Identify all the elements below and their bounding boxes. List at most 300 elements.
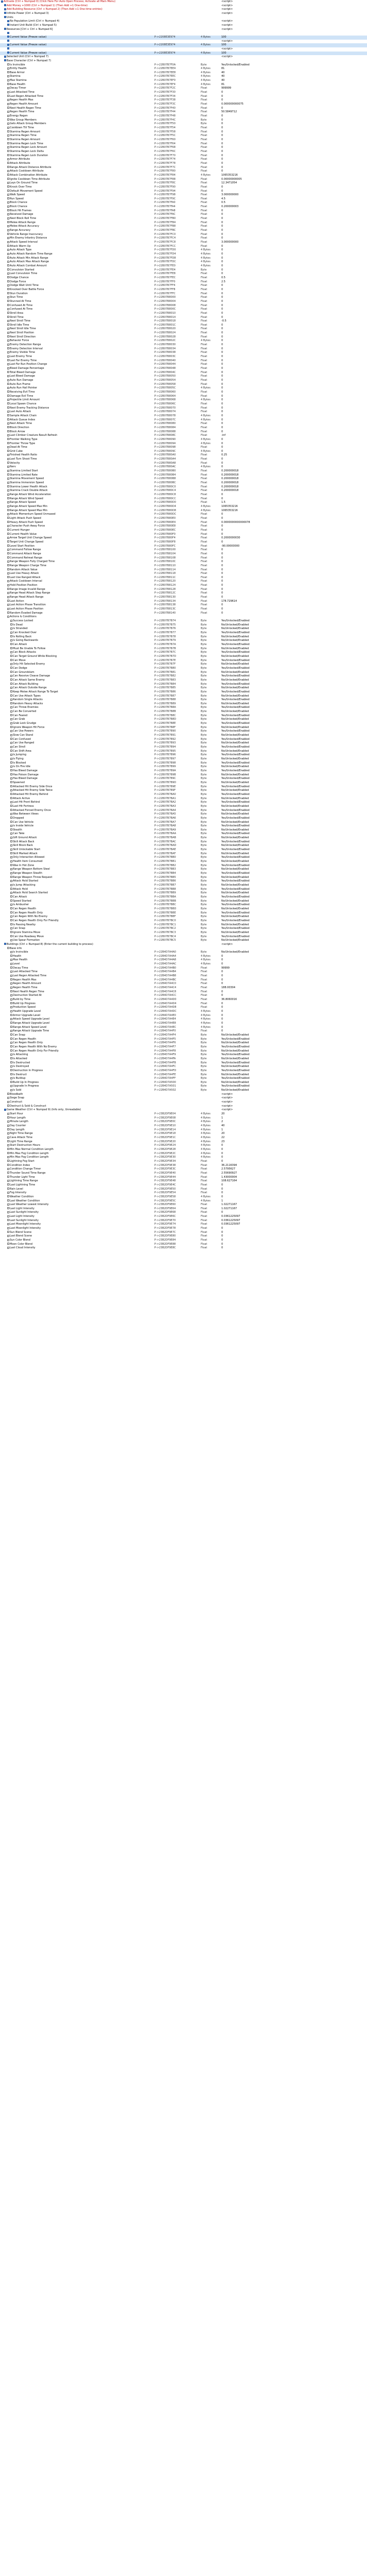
active-checkbox[interactable] (7, 134, 9, 137)
table-row[interactable] (0, 469, 367, 473)
row-value[interactable]: No/Unlocked/Enabled (221, 765, 249, 769)
table-row[interactable] (0, 994, 367, 998)
active-checkbox[interactable] (7, 123, 9, 125)
table-row[interactable] (0, 864, 367, 868)
row-value[interactable]: Yes/Unlocked/Enabled (221, 808, 250, 812)
table-row[interactable] (0, 840, 367, 844)
active-checkbox[interactable] (10, 635, 12, 637)
row-value[interactable]: Yes/Unlocked/Enabled (221, 63, 250, 66)
active-checkbox[interactable] (7, 40, 9, 42)
active-checkbox[interactable] (4, 1109, 6, 1111)
active-checkbox[interactable] (10, 632, 12, 634)
row-value[interactable]: 0 (221, 142, 223, 145)
row-value[interactable]: 108.627164 (221, 1179, 237, 1183)
row-value[interactable]: 0 (221, 386, 223, 390)
table-row[interactable] (0, 817, 367, 821)
active-checkbox[interactable] (10, 1081, 12, 1083)
table-row[interactable] (0, 1014, 367, 1018)
row-value[interactable]: Yes/Unlocked/Enabled (221, 745, 250, 749)
row-value[interactable]: 0 (221, 587, 223, 591)
active-checkbox[interactable] (7, 612, 9, 614)
row-value[interactable]: 0 (221, 398, 223, 402)
table-row[interactable] (0, 1156, 367, 1160)
table-row[interactable] (0, 1144, 367, 1148)
active-checkbox[interactable] (7, 257, 9, 259)
row-value[interactable]: 0 (221, 217, 223, 221)
row-value[interactable]: 0 (221, 331, 223, 335)
active-checkbox[interactable] (7, 521, 9, 523)
table-row[interactable] (0, 241, 367, 245)
active-checkbox[interactable] (10, 895, 12, 897)
active-checkbox[interactable] (10, 1026, 12, 1028)
active-checkbox[interactable] (10, 840, 12, 842)
table-row[interactable] (0, 1002, 367, 1006)
table-row[interactable] (0, 1057, 367, 1061)
active-checkbox[interactable] (10, 659, 12, 661)
row-value[interactable]: 40 (221, 71, 225, 74)
table-row[interactable] (0, 379, 367, 383)
table-row[interactable] (0, 848, 367, 852)
row-value[interactable]: Yes/Unlocked/Enabled (221, 690, 250, 693)
row-value[interactable]: 0.5 (221, 201, 225, 205)
active-checkbox[interactable] (7, 316, 9, 318)
row-value[interactable]: No/Unlocked/Enabled (221, 1049, 249, 1053)
table-row[interactable] (0, 98, 367, 103)
table-row[interactable] (0, 631, 367, 635)
active-checkbox[interactable] (10, 856, 12, 858)
row-value[interactable]: 0 (221, 1211, 223, 1214)
table-row[interactable] (0, 824, 367, 828)
table-row[interactable] (0, 789, 367, 793)
row-value[interactable]: Yes/Unlocked/Enabled (221, 737, 250, 741)
row-value[interactable]: 0 (221, 165, 223, 169)
table-row[interactable] (0, 895, 367, 900)
row-value[interactable]: 0.200000018 (221, 489, 239, 493)
active-checkbox[interactable] (7, 509, 9, 511)
row-value[interactable]: 0 (221, 1191, 223, 1195)
active-checkbox[interactable] (7, 1168, 9, 1170)
active-checkbox[interactable] (10, 781, 12, 783)
active-checkbox[interactable] (10, 789, 12, 791)
table-row[interactable] (0, 1120, 367, 1124)
active-checkbox[interactable] (10, 801, 12, 803)
active-checkbox[interactable] (10, 1061, 12, 1063)
row-value[interactable]: Yes/Unlocked/Enabled (221, 863, 250, 867)
table-row[interactable] (0, 726, 367, 730)
active-checkbox[interactable] (10, 868, 12, 870)
active-checkbox[interactable] (7, 185, 9, 188)
table-row[interactable] (0, 1211, 367, 1215)
row-value[interactable]: No/Unlocked/Enabled (221, 757, 249, 760)
active-checkbox[interactable] (7, 142, 9, 144)
row-value[interactable]: 0 (221, 994, 223, 997)
active-checkbox[interactable] (10, 1002, 12, 1004)
active-checkbox[interactable] (7, 264, 9, 266)
row-value[interactable]: 100 (221, 35, 226, 39)
active-checkbox[interactable] (7, 501, 9, 503)
table-row[interactable] (0, 304, 367, 308)
active-checkbox[interactable] (10, 623, 12, 625)
active-checkbox[interactable] (7, 308, 9, 310)
row-value[interactable]: 0 (221, 339, 223, 343)
row-value[interactable]: 1065353216 (221, 173, 238, 177)
row-value[interactable]: 1065353216 (221, 505, 238, 508)
active-checkbox[interactable] (10, 927, 12, 929)
row-value[interactable]: 0 (221, 126, 223, 129)
table-row[interactable] (0, 1239, 367, 1243)
active-checkbox[interactable] (10, 939, 12, 941)
active-checkbox[interactable] (10, 904, 12, 906)
table-row[interactable] (0, 79, 367, 83)
row-value[interactable]: 0.0361225097 (221, 1223, 240, 1226)
row-value[interactable]: 0 (221, 272, 223, 276)
active-checkbox[interactable] (7, 127, 9, 129)
active-checkbox[interactable] (7, 1204, 9, 1206)
group-row[interactable] (0, 1108, 367, 1112)
table-row[interactable] (0, 288, 367, 292)
table-row[interactable] (0, 580, 367, 584)
row-value[interactable]: 0 (221, 540, 223, 544)
active-checkbox[interactable] (10, 667, 12, 669)
row-value[interactable]: <script> (221, 27, 233, 31)
row-value[interactable]: No/Unlocked/Enabled (221, 623, 249, 626)
table-row[interactable] (0, 501, 367, 505)
row-value[interactable]: 0 (221, 465, 223, 469)
row-value[interactable]: Yes/Unlocked/Enabled (221, 730, 250, 733)
table-row[interactable] (0, 884, 367, 888)
active-checkbox[interactable] (7, 99, 9, 101)
active-checkbox[interactable] (10, 987, 12, 989)
table-row[interactable] (0, 521, 367, 525)
row-value[interactable]: 0 (221, 91, 223, 94)
table-row[interactable] (0, 706, 367, 710)
row-value[interactable]: 0 (221, 524, 223, 528)
row-value[interactable]: 0 (221, 355, 223, 359)
table-row[interactable] (0, 844, 367, 848)
row-value[interactable]: 0 (221, 1010, 223, 1013)
row-value[interactable]: 178.729614 (221, 599, 237, 603)
table-row[interactable] (0, 718, 367, 722)
group-row[interactable] (0, 8, 367, 12)
table-row[interactable] (0, 710, 367, 714)
active-checkbox[interactable] (10, 643, 12, 645)
row-value[interactable]: 1.43000004 (221, 1175, 237, 1179)
table-row[interactable] (0, 1033, 367, 1038)
table-row[interactable] (0, 982, 367, 986)
row-value[interactable]: 0 (221, 1144, 223, 1147)
active-checkbox[interactable] (7, 1223, 9, 1225)
active-checkbox[interactable] (10, 761, 12, 764)
table-row[interactable] (0, 540, 367, 545)
active-checkbox[interactable] (10, 793, 12, 795)
active-checkbox[interactable] (10, 975, 12, 977)
active-checkbox[interactable] (7, 446, 9, 448)
active-checkbox[interactable] (10, 959, 12, 961)
group-row[interactable] (0, 16, 367, 20)
row-value[interactable]: No/Unlocked/Enabled (221, 907, 249, 910)
row-value[interactable]: No/Unlocked/Enabled (221, 781, 249, 784)
active-checkbox[interactable] (7, 268, 9, 270)
table-row[interactable] (0, 702, 367, 706)
active-checkbox[interactable] (10, 971, 12, 973)
row-value[interactable]: No/Unlocked/Enabled (221, 915, 249, 919)
table-row[interactable] (0, 1069, 367, 1073)
table-row[interactable] (0, 876, 367, 880)
active-checkbox[interactable] (10, 951, 12, 953)
row-value[interactable]: 0 (221, 560, 223, 564)
row-value[interactable]: 0 (221, 1156, 223, 1159)
table-row[interactable] (0, 1203, 367, 1207)
row-value[interactable]: 0 (221, 611, 223, 615)
active-checkbox[interactable] (7, 454, 9, 456)
active-checkbox[interactable] (7, 162, 9, 164)
row-value[interactable]: 0 (221, 134, 223, 138)
row-value[interactable]: 81 (221, 67, 225, 71)
row-value[interactable]: 0 (221, 122, 223, 126)
active-checkbox[interactable] (10, 1085, 12, 1087)
table-row[interactable] (0, 260, 367, 264)
table-row[interactable] (0, 319, 367, 324)
active-checkbox[interactable] (7, 1116, 9, 1118)
active-checkbox[interactable] (7, 324, 9, 326)
active-checkbox[interactable] (10, 687, 12, 689)
active-checkbox[interactable] (10, 699, 12, 701)
row-value[interactable]: 0 (221, 1183, 223, 1187)
active-checkbox[interactable] (10, 628, 12, 630)
active-checkbox[interactable] (7, 367, 9, 369)
row-value[interactable]: Yes/Unlocked/Enabled (221, 777, 250, 781)
table-row[interactable] (0, 280, 367, 284)
active-checkbox[interactable] (7, 190, 9, 192)
active-checkbox[interactable] (7, 442, 9, 444)
row-value[interactable]: 12.3471054 (221, 181, 237, 185)
active-checkbox[interactable] (7, 312, 9, 314)
table-row[interactable] (0, 158, 367, 162)
row-value[interactable]: 0 (221, 351, 223, 354)
active-checkbox[interactable] (10, 769, 12, 771)
active-checkbox[interactable] (7, 245, 9, 247)
table-row[interactable] (0, 134, 367, 138)
row-value[interactable]: No/Unlocked/Enabled (221, 635, 249, 638)
row-value[interactable]: Yes/Unlocked/Enabled (221, 785, 250, 788)
table-row[interactable] (0, 1215, 367, 1219)
row-value[interactable]: 0 (221, 1227, 223, 1230)
active-checkbox[interactable] (7, 1227, 9, 1229)
row-value[interactable]: 0 (221, 426, 223, 429)
table-row[interactable] (0, 1152, 367, 1156)
row-value[interactable]: 0 (221, 213, 223, 216)
active-checkbox[interactable] (10, 714, 12, 716)
row-value[interactable]: No/Unlocked/Enabled (221, 939, 249, 942)
table-row[interactable] (0, 75, 367, 79)
active-checkbox[interactable] (10, 825, 12, 827)
row-value[interactable]: 100 (221, 43, 226, 47)
active-checkbox[interactable] (7, 300, 9, 302)
table-row[interactable] (0, 667, 367, 671)
active-checkbox[interactable] (7, 608, 9, 610)
table-row[interactable] (0, 1077, 367, 1081)
row-value[interactable]: 0 (221, 323, 223, 327)
row-value[interactable]: 1065353216 (221, 509, 238, 512)
table-row[interactable] (0, 529, 367, 533)
table-row[interactable] (0, 205, 367, 209)
table-row[interactable] (0, 1172, 367, 1176)
table-row[interactable] (0, 438, 367, 442)
active-checkbox[interactable] (7, 1199, 9, 1201)
row-value[interactable]: 0.25 (221, 453, 228, 457)
active-checkbox[interactable] (7, 261, 9, 263)
row-value[interactable]: <script> (221, 0, 233, 3)
row-value[interactable]: Yes/Unlocked/Enabled (221, 1045, 250, 1048)
row-value[interactable]: 0 (221, 1021, 223, 1025)
row-value[interactable]: 0 (221, 158, 223, 161)
row-value[interactable]: Yes/Unlocked/Enabled (221, 911, 250, 914)
active-checkbox[interactable] (7, 225, 9, 227)
active-checkbox[interactable] (10, 876, 12, 878)
table-row[interactable] (0, 935, 367, 939)
table-row[interactable] (0, 588, 367, 592)
row-value[interactable]: No/Unlocked/Enabled (221, 702, 249, 705)
table-row[interactable] (0, 1183, 367, 1188)
table-row[interactable] (0, 213, 367, 217)
row-value[interactable]: 0 (221, 591, 223, 595)
table-row[interactable] (0, 327, 367, 331)
active-checkbox[interactable] (7, 564, 9, 566)
active-checkbox[interactable] (7, 166, 9, 168)
row-value[interactable]: 0 (221, 1029, 223, 1033)
row-value[interactable]: Yes/Unlocked/Enabled (221, 651, 250, 654)
active-checkbox[interactable] (10, 982, 12, 985)
active-checkbox[interactable] (7, 351, 9, 353)
active-checkbox[interactable] (7, 44, 9, 46)
active-checkbox[interactable] (10, 1010, 12, 1012)
active-checkbox[interactable] (7, 288, 9, 290)
active-checkbox[interactable] (7, 1231, 9, 1233)
row-value[interactable]: -90.00000000 (221, 544, 240, 548)
row-value[interactable]: 0 (221, 130, 223, 133)
active-checkbox[interactable] (10, 734, 12, 736)
table-row[interactable] (0, 47, 367, 52)
row-value[interactable]: -inf (221, 434, 226, 437)
active-checkbox[interactable] (7, 111, 9, 113)
row-value[interactable]: 0 (221, 390, 223, 394)
active-checkbox[interactable] (7, 280, 9, 282)
table-row[interactable] (0, 217, 367, 221)
active-checkbox[interactable] (4, 12, 6, 14)
active-checkbox[interactable] (7, 450, 9, 452)
row-value[interactable]: 0 (221, 457, 223, 461)
table-row[interactable] (0, 659, 367, 663)
active-checkbox[interactable] (7, 426, 9, 428)
table-row[interactable] (0, 110, 367, 114)
table-row[interactable] (0, 347, 367, 351)
table-row[interactable] (0, 868, 367, 872)
active-checkbox[interactable] (7, 568, 9, 570)
row-value[interactable]: 0 (221, 978, 223, 981)
table-row[interactable] (0, 221, 367, 225)
row-value[interactable]: 0 (221, 189, 223, 193)
table-row[interactable] (0, 734, 367, 738)
row-value[interactable]: No/Unlocked/Enabled (221, 663, 249, 666)
row-value[interactable]: Yes/Unlocked/Enabled (221, 682, 250, 686)
active-checkbox[interactable] (1, 1, 3, 3)
row-value[interactable]: 0 (221, 370, 223, 374)
table-row[interactable] (0, 655, 367, 659)
active-checkbox[interactable] (10, 880, 12, 882)
table-row[interactable] (0, 915, 367, 919)
row-value[interactable]: 1 (221, 1199, 223, 1202)
active-checkbox[interactable] (10, 777, 12, 779)
row-value[interactable]: 0 (221, 1147, 223, 1151)
row-value[interactable]: 0 (221, 449, 223, 453)
active-checkbox[interactable] (7, 537, 9, 539)
row-value[interactable]: 0 (221, 154, 223, 157)
active-checkbox[interactable] (7, 273, 9, 275)
active-checkbox[interactable] (7, 1128, 9, 1130)
table-row[interactable] (0, 430, 367, 434)
row-value[interactable]: 0 (221, 382, 223, 386)
active-checkbox[interactable] (7, 1164, 9, 1166)
row-value[interactable]: 2 (221, 1120, 223, 1124)
row-value[interactable]: No/Unlocked/Enabled (221, 951, 249, 954)
active-checkbox[interactable] (7, 229, 9, 231)
row-value[interactable]: 0 (221, 442, 223, 445)
row-value[interactable]: 0 (221, 580, 223, 583)
table-row[interactable] (0, 1084, 367, 1089)
active-checkbox[interactable] (7, 355, 9, 358)
row-value[interactable]: No/Unlocked/Enabled (221, 891, 249, 895)
row-value[interactable]: 0 (221, 532, 223, 536)
table-row[interactable] (0, 1231, 367, 1235)
active-checkbox[interactable] (7, 1188, 9, 1190)
table-row[interactable] (0, 170, 367, 174)
row-value[interactable]: No/Unlocked/Enabled (221, 923, 249, 926)
table-row[interactable] (0, 1219, 367, 1223)
active-checkbox[interactable] (7, 233, 9, 235)
row-value[interactable]: No/Unlocked/Enabled (221, 836, 249, 840)
row-value[interactable]: No/Unlocked/Enabled (221, 1065, 249, 1069)
row-value[interactable]: 0 (221, 513, 223, 516)
active-checkbox[interactable] (7, 75, 9, 77)
active-checkbox[interactable] (7, 1121, 9, 1123)
row-value[interactable]: 0 (221, 347, 223, 350)
row-value[interactable]: No/Unlocked/Enabled (221, 1080, 249, 1084)
table-row[interactable] (0, 331, 367, 335)
table-row[interactable] (0, 1234, 367, 1239)
row-value[interactable]: 0 (221, 418, 223, 421)
active-checkbox[interactable] (10, 738, 12, 740)
row-value[interactable]: Yes/Unlocked/Enabled (221, 856, 250, 859)
table-row[interactable] (0, 36, 367, 40)
table-row[interactable] (0, 1164, 367, 1168)
row-value[interactable]: Yes/Unlocked/Enabled (221, 848, 250, 852)
table-row[interactable] (0, 596, 367, 600)
active-checkbox[interactable] (7, 91, 9, 93)
active-checkbox[interactable] (10, 1054, 12, 1056)
active-checkbox[interactable] (10, 1057, 12, 1059)
row-value[interactable]: Yes/Unlocked/Enabled (221, 666, 250, 670)
table-row[interactable] (0, 809, 367, 813)
row-value[interactable]: 22 (221, 1136, 225, 1139)
table-row[interactable] (0, 745, 367, 750)
table-row[interactable] (0, 426, 367, 430)
row-value[interactable]: 0 (221, 185, 223, 189)
table-row[interactable] (0, 126, 367, 130)
row-value[interactable]: No/Unlocked/Enabled (221, 741, 249, 745)
row-value[interactable]: 0 (221, 493, 223, 497)
row-value[interactable]: 0.2000000030 (221, 536, 240, 540)
table-row[interactable] (0, 248, 367, 252)
